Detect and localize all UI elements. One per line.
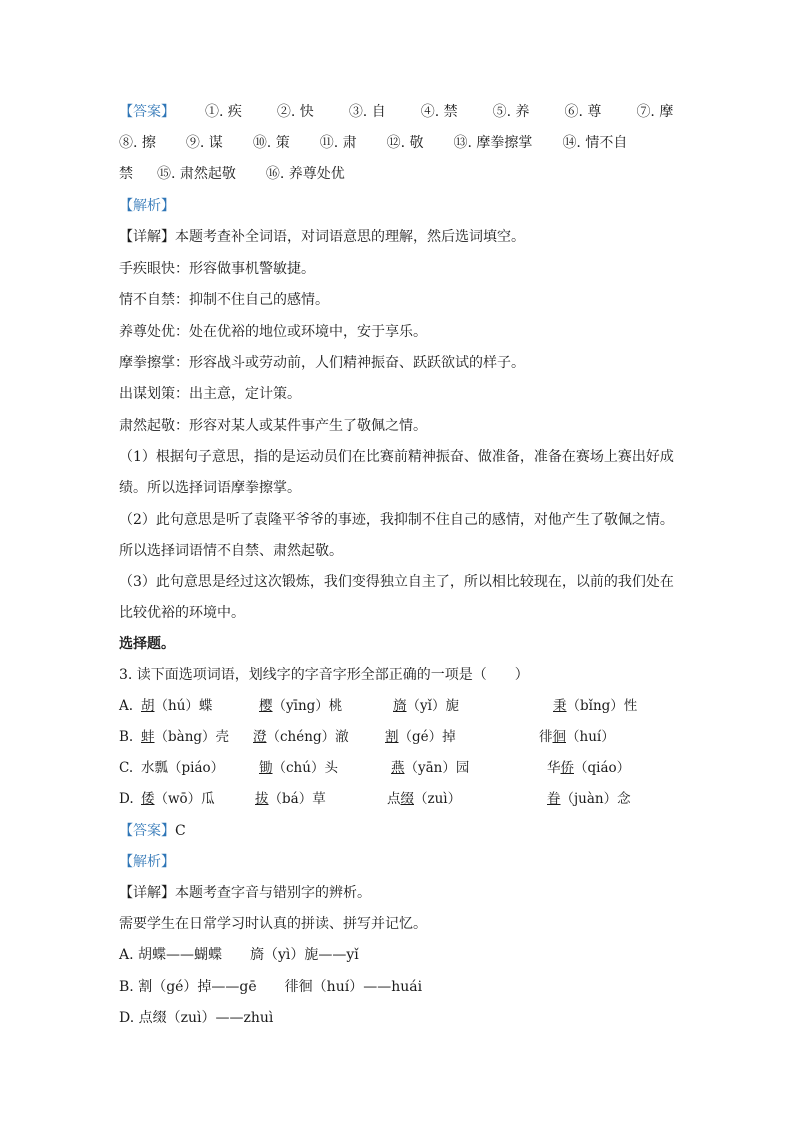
correction-line: B. 割（gé）掉——gē 徘徊（huí）——huái	[119, 979, 423, 995]
option-prefix: 徘	[539, 729, 553, 745]
option-word	[259, 696, 342, 716]
option-prefix: 点	[387, 791, 401, 807]
option-suffix: （yīng）桃	[272, 698, 343, 714]
definition-line: 肃然起敬：形容对某人或某件事产生了敬佩之情。	[119, 418, 427, 434]
definition-line: 出谋划策：出主意，定计策。	[119, 386, 301, 402]
option-word	[385, 727, 456, 747]
answer-item: ⑤. 养	[492, 104, 530, 120]
underlined-char: 拔	[255, 791, 269, 807]
answer2-line	[119, 821, 674, 841]
answer-item: ⑮. 肃然起敬	[157, 166, 236, 182]
correction-line: A. 胡蝶——蝴蝶 旖（yì）旎——yǐ	[119, 947, 359, 963]
explanation-line: 绩。所以选择词语摩拳擦掌。	[119, 480, 301, 496]
answer-item: ⑪. 肃	[319, 135, 357, 151]
option-suffix: （bǐng）性	[566, 698, 638, 714]
detail-line	[119, 883, 674, 903]
requirement-line: 需要学生在日常学习时认真的拼读、拼写并记忆。	[119, 916, 427, 932]
option-word	[553, 696, 637, 716]
option-letter: B.	[119, 729, 134, 745]
underlined-char: 旖	[393, 698, 407, 714]
explanation-line: 所以选择词语情不自禁、肃然起敬。	[119, 543, 343, 559]
answer-row-2	[119, 133, 674, 153]
definition-line: 情不自禁：抑制不住自己的感情。	[119, 292, 329, 308]
answer-label: 【答案】	[119, 104, 175, 120]
underlined-char: 樱	[259, 698, 273, 714]
option-suffix: （huí）	[566, 729, 615, 745]
option-char: 瓢	[154, 760, 168, 776]
answer-item: ⑨. 谋	[185, 135, 223, 151]
underlined-char: 倭	[141, 791, 155, 807]
underlined-char: 蚌	[141, 729, 155, 745]
option-suffix: （hú）蝶	[154, 698, 213, 714]
detail-label: 【详解】	[119, 229, 175, 245]
option-suffix: （yǐ）旎	[406, 698, 459, 714]
option-suffix: （gé）掉	[398, 729, 456, 745]
option-suffix: （zuì）	[414, 791, 462, 807]
question-text: 3. 读下面选项词语，划线字的字音字形全部正确的一项是（ ）	[119, 667, 529, 683]
option-letter: C.	[119, 760, 134, 776]
answer-item: 禁	[119, 166, 133, 182]
underlined-char: 锄	[259, 760, 273, 776]
option-prefix: 水	[141, 760, 155, 776]
detail-label: 【详解】	[119, 885, 175, 901]
definition-line: 摩拳擦掌：形容战斗或劳动前，人们精神振奋、跃跃欲试的样子。	[119, 355, 525, 371]
definition-line: 养尊处优：处在优裕的地位或环境中，安于享乐。	[119, 324, 427, 340]
explanation-line: （2）此句意思是听了袁隆平爷爷的事迹，我抑制不住自己的感情，对他产生了敬佩之情。	[119, 512, 674, 528]
explanation-line: （3）此句意思是经过这次锻炼，我们变得独立自主了，所以相比较现在，以前的我们处在	[119, 574, 674, 590]
answer-item: ①. 疾	[205, 104, 242, 120]
option-word	[141, 727, 229, 747]
option-suffix: （wō）瓜	[154, 791, 215, 807]
option-row-a	[119, 696, 679, 716]
option-prefix: 华	[547, 760, 561, 776]
analysis-label: 【解析】	[119, 854, 175, 870]
explanation-line: （1）根据句子意思，指的是运动员们在比赛前精神振奋、做准备，准备在赛场上赛出好成	[119, 449, 674, 465]
answer-item: ④. 禁	[420, 104, 458, 120]
answer-label: 【答案】	[119, 823, 175, 839]
answer-item: ⑭. 情不自	[562, 135, 628, 151]
option-suffix: （bá）草	[268, 791, 326, 807]
option-row-d	[119, 789, 679, 809]
underlined-char: 眷	[547, 791, 561, 807]
answer-item: ⑩. 策	[252, 135, 290, 151]
section-title: 选择题。	[119, 636, 175, 652]
explanation-line: 比较优裕的环境中。	[119, 605, 245, 621]
answer-row-1	[119, 102, 674, 122]
underlined-char: 秉	[553, 698, 567, 714]
answer-item: ⑥. 尊	[564, 104, 602, 120]
underlined-char: 澄	[253, 729, 267, 745]
option-letter: D.	[119, 791, 134, 807]
option-suffix: （bàng）壳	[154, 729, 230, 745]
detail-line	[119, 227, 674, 247]
answer-value: C	[175, 823, 186, 839]
option-suffix: （juàn）念	[560, 791, 631, 807]
option-word	[255, 789, 326, 809]
option-suffix: （chéng）澈	[266, 729, 349, 745]
answer-item: ⑬. 摩拳擦掌	[453, 135, 533, 151]
correction-line: D. 点缀（zuì）——zhuì	[119, 1010, 274, 1026]
answer-item: ③. 自	[348, 104, 386, 120]
option-word	[393, 696, 459, 716]
underlined-char: 徊	[552, 729, 566, 745]
option-word	[259, 758, 338, 778]
option-row-b	[119, 727, 679, 747]
option-word	[391, 758, 469, 778]
answer-item: ②. 快	[276, 104, 314, 120]
option-word	[141, 758, 224, 778]
option-letter: A.	[119, 698, 134, 714]
option-suffix: （piáo）	[168, 760, 225, 776]
option-suffix: （chú）头	[272, 760, 338, 776]
option-word	[141, 696, 212, 716]
underlined-char: 燕	[391, 760, 405, 776]
definition-line: 手疾眼快：形容做事机警敏捷。	[119, 261, 315, 277]
option-word	[387, 789, 461, 809]
option-word	[539, 727, 615, 747]
answer-item: ⑫. 敬	[386, 135, 424, 151]
analysis-label: 【解析】	[119, 198, 175, 214]
underlined-char: 胡	[141, 698, 155, 714]
answer-item: ⑦. 摩	[636, 104, 674, 120]
answer-item: ⑧. 擦	[119, 135, 156, 151]
answer-item: ⑯. 养尊处优	[265, 166, 345, 182]
underlined-char: 缀	[400, 791, 414, 807]
underlined-char: 侨	[560, 760, 574, 776]
detail-text: 本题考查补全词语，对词语意思的理解，然后选词填空。	[175, 229, 525, 245]
detail-text: 本题考查字音与错别字的辨析。	[175, 885, 371, 901]
option-suffix: （yān）园	[404, 760, 470, 776]
option-row-c	[119, 758, 679, 778]
answer-row-3	[119, 164, 674, 184]
option-word	[547, 789, 631, 809]
option-word	[253, 727, 349, 747]
option-word	[547, 758, 630, 778]
underlined-char: 割	[385, 729, 399, 745]
option-suffix: （qiáo）	[574, 760, 631, 776]
option-word	[141, 789, 215, 809]
